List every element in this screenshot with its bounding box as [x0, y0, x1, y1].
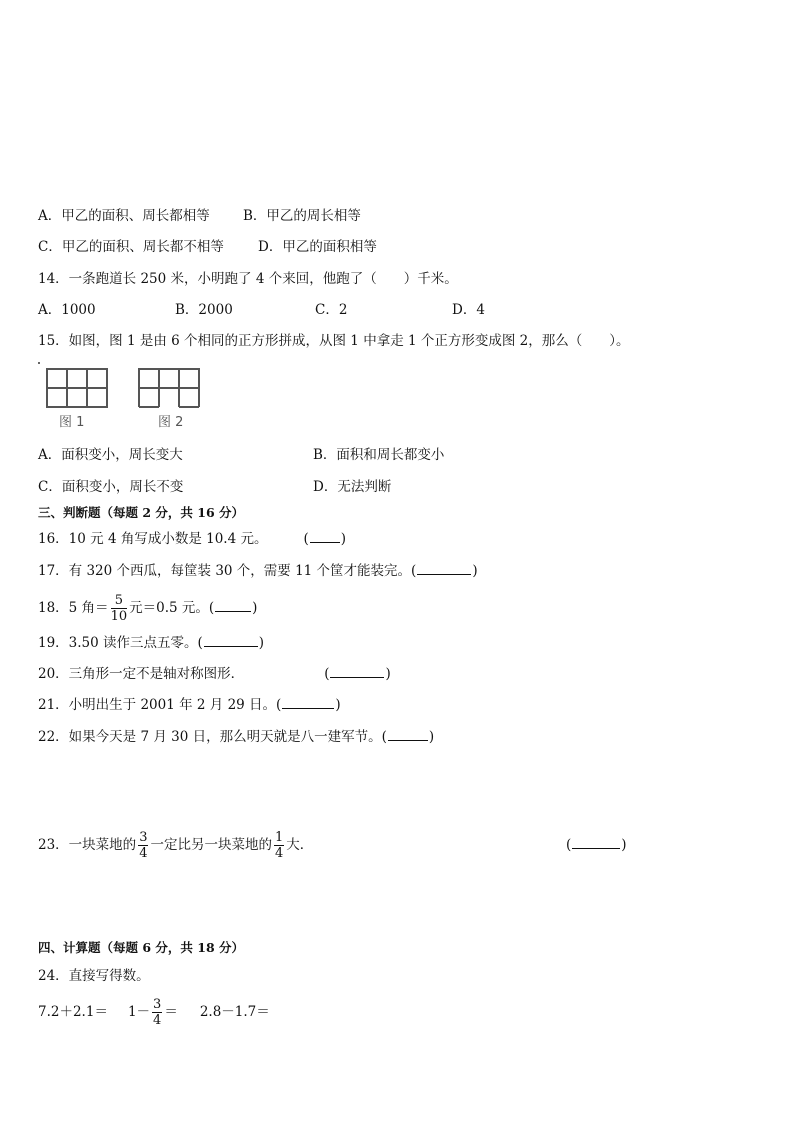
q16-text: 16．10 元 4 角写成小数是 10.4 元。 — [38, 531, 268, 547]
q15-option-a: A．面积变小，周长变大 — [38, 447, 183, 463]
q24-stem: 24．直接写得数。 — [38, 968, 150, 984]
q23-numerator-1: 3 — [139, 830, 148, 845]
q22-close: ) — [428, 729, 435, 745]
q23-mid: 一定比另一块菜地的 — [150, 837, 272, 853]
q20-text: 20．三角形一定不是轴对称图形． — [38, 666, 245, 682]
figure-1-caption: 图 1 — [59, 415, 85, 430]
q18-pre: 18．5 角＝ — [38, 600, 109, 616]
q23-fraction-1 — [138, 831, 148, 860]
q24-expr-2-denominator: 4 — [153, 1013, 162, 1028]
q22-answer-blank[interactable] — [388, 728, 428, 741]
q23-denominator-2: 4 — [274, 846, 284, 861]
q18-denominator: 10 — [110, 609, 128, 624]
q18-answer-blank[interactable] — [215, 599, 251, 612]
q23-fraction-2 — [274, 831, 284, 860]
q23-open: ( — [566, 837, 572, 853]
q14-option-b: B．2000 — [175, 302, 233, 318]
q24-expr-2-pre: 1－ — [127, 1004, 151, 1020]
q14-option-d: D．4 — [452, 302, 485, 318]
section-4-title: 四、计算题（每题 6 分，共 18 分） — [38, 940, 245, 955]
q24-expr-2-post: ＝ — [164, 1004, 178, 1020]
q15-option-c: C．面积变小，周长不变 — [38, 479, 184, 495]
q24-expressions — [38, 994, 270, 1030]
q17-close: ) — [472, 563, 478, 579]
q16-answer-blank[interactable] — [310, 530, 340, 543]
q13-option-b: B．甲乙的周长相等 — [243, 208, 361, 224]
q23-answer-blank[interactable] — [572, 836, 620, 849]
q15-option-b: B．面积和周长都变小 — [313, 447, 445, 463]
q13-option-c: C．甲乙的面积、周长都不相等 — [38, 239, 224, 255]
q20-answer-blank[interactable] — [330, 665, 384, 678]
q23-denominator-1: 4 — [139, 846, 148, 861]
q14-option-c: C．2 — [315, 302, 348, 318]
q23-pre: 23．一块菜地的 — [38, 837, 137, 853]
q13-option-d: D．甲乙的面积相等 — [258, 239, 377, 255]
q19-text: 19．3.50 读作三点五零。( — [38, 635, 203, 651]
q18-post: 元＝0.5 元。( — [129, 600, 215, 616]
q21 — [38, 696, 341, 714]
q24-expr-3: 2.8－1.7＝ — [199, 1004, 270, 1020]
q23-close: ) — [621, 837, 627, 853]
q18 — [38, 590, 257, 626]
figure-2-caption: 图 2 — [158, 415, 184, 430]
q20 — [38, 665, 391, 683]
q23-numerator-2: 1 — [274, 830, 284, 845]
figure-2 — [136, 366, 202, 432]
section-3-title: 三、判断题（每题 2 分，共 16 分） — [38, 505, 245, 520]
q17-text: 17．有 320 个西瓜，每筐装 30 个，需要 11 个筐才能装完。( — [38, 563, 417, 579]
stray-dot — [38, 362, 40, 364]
q24-expr-2-fraction — [152, 998, 162, 1027]
q23-answer — [566, 836, 627, 854]
q22-text: 22．如果今天是 7 月 30 日，那么明天就是八一建军节。( — [38, 729, 387, 745]
q21-answer-blank[interactable] — [282, 696, 334, 709]
q24-expr-1: 7.2＋2.1＝ — [38, 1004, 108, 1020]
q13-option-a: A．甲乙的面积、周长都相等 — [38, 208, 210, 224]
q15-option-d: D．无法判断 — [313, 479, 392, 495]
q18-close: ) — [252, 600, 258, 616]
q19-answer-blank[interactable] — [204, 634, 258, 647]
q14-option-a: A．1000 — [38, 302, 96, 318]
q15-stem: 15．如图，图 1 是由 6 个相同的正方形拼成，从图 1 中拿走 1 个正方形变成图 2，那么（ ）。 — [38, 333, 630, 349]
q20-open: ( — [324, 666, 330, 682]
q19 — [38, 634, 264, 652]
q16-open: ( — [303, 531, 309, 547]
q20-close: ) — [385, 666, 391, 682]
q19-close: ) — [258, 635, 265, 651]
q21-text: 21．小明出生于 2001 年 2 月 29 日。( — [38, 697, 282, 713]
q17 — [38, 562, 478, 580]
q18-fraction — [111, 594, 128, 623]
q23 — [38, 826, 313, 864]
q24-expr-2-numerator: 3 — [153, 997, 162, 1012]
q23-post: 大． — [286, 837, 314, 853]
q17-answer-blank[interactable] — [417, 562, 471, 575]
q16-close: ) — [340, 531, 347, 547]
q14-stem: 14．一条跑道长 250 米，小明跑了 4 个来回，他跑了（ ）千米。 — [38, 271, 458, 287]
q22 — [38, 728, 434, 746]
q16 — [38, 530, 346, 548]
figure-1 — [44, 366, 110, 432]
q21-close: ) — [335, 697, 341, 713]
q18-numerator: 5 — [111, 594, 128, 609]
